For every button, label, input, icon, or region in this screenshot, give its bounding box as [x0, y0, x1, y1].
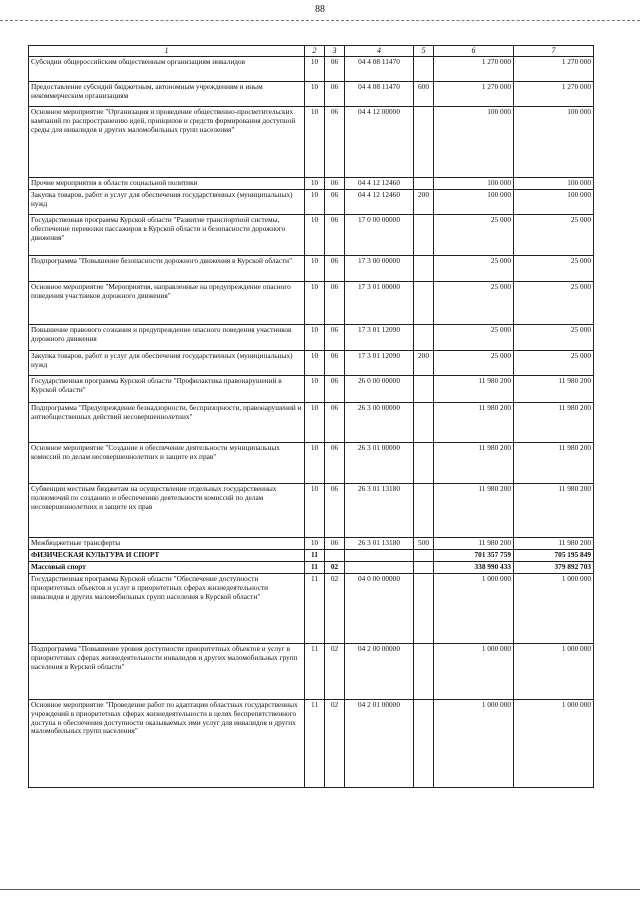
row-amount-year1: 11 980 200	[434, 484, 514, 538]
row-expense-type: 500	[414, 538, 434, 550]
row-subsection: 06	[325, 538, 345, 550]
row-name: Предоставление субсидий бюджетным, автономным учреждениям и иным некоммерческим организациям	[29, 82, 305, 107]
row-subsection: 06	[325, 178, 345, 190]
row-subsection	[325, 550, 345, 562]
row-expense-type	[414, 325, 434, 351]
table-row	[29, 562, 594, 574]
row-name: Прочие мероприятия в области социальной политики	[29, 178, 305, 190]
row-amount-year1: 1 270 000	[434, 57, 514, 82]
table-row	[29, 57, 594, 82]
row-name: Основное мероприятие "Организация и проведение общественно-просветительских кампаний по распространению идей, принципов и средств формирования доступной среды для инвалидов и других маломобильных групп населения"	[29, 107, 305, 178]
table-row	[29, 215, 594, 256]
column-header-3: 3	[325, 46, 345, 57]
row-section: 11	[305, 550, 325, 562]
row-expense-type	[414, 57, 434, 82]
row-amount-year2: 1 000 000	[514, 574, 594, 644]
row-amount-year1: 25 000	[434, 256, 514, 282]
table-row	[29, 256, 594, 282]
row-subsection: 02	[325, 644, 345, 700]
row-subsection: 02	[325, 574, 345, 644]
row-name: Основное мероприятие "Мероприятия, направленные на предупреждение опасного поведения участников дорожного движения"	[29, 282, 305, 325]
row-amount-year2: 25 000	[514, 325, 594, 351]
row-amount-year2: 11 980 200	[514, 403, 594, 443]
row-target-article: 17 3 00 00000	[345, 256, 414, 282]
row-amount-year1: 100 000	[434, 190, 514, 215]
row-subsection: 06	[325, 256, 345, 282]
row-expense-type	[414, 574, 434, 644]
row-amount-year2: 25 000	[514, 282, 594, 325]
row-name: Основное мероприятие "Создание и обеспечение деятельности муниципальных комиссий по делам несовершеннолетних и защите их прав"	[29, 443, 305, 484]
row-subsection: 02	[325, 700, 345, 788]
row-target-article: 04 2 00 00000	[345, 644, 414, 700]
row-section: 10	[305, 403, 325, 443]
row-expense-type	[414, 107, 434, 178]
row-name: Государственная программа Курской области "Обеспечение доступности приоритетных объектов и услуг в приоритетных сферах жизнедеятельности инвалидов и других маломобильных групп населения в Курской области"	[29, 574, 305, 644]
table-row	[29, 178, 594, 190]
row-subsection: 06	[325, 403, 345, 443]
scan-edge-bottom	[0, 889, 640, 890]
row-amount-year1: 1 270 000	[434, 82, 514, 107]
row-subsection: 06	[325, 107, 345, 178]
row-target-article: 04 4 12 12460	[345, 190, 414, 215]
column-header-4: 4	[345, 46, 414, 57]
scan-edge-top	[0, 20, 640, 21]
row-name: Подпрограмма "Повышение безопасности дорожного движения в Курской области"	[29, 256, 305, 282]
row-target-article: 17 3 01 12090	[345, 325, 414, 351]
page-number: 88	[315, 4, 325, 15]
row-name: Повышение правового сознания и предупреждение опасного поведения участников дорожного движения	[29, 325, 305, 351]
row-section: 10	[305, 107, 325, 178]
row-amount-year1: 11 980 200	[434, 538, 514, 550]
row-section: 10	[305, 82, 325, 107]
row-target-article: 26 0 00 00000	[345, 376, 414, 403]
column-header-2: 2	[305, 46, 325, 57]
table-row	[29, 443, 594, 484]
row-section: 11	[305, 700, 325, 788]
table-body	[29, 57, 594, 788]
row-section: 11	[305, 644, 325, 700]
header-row	[29, 46, 594, 57]
row-name: Субсидии общероссийским общественным организациям инвалидов	[29, 57, 305, 82]
row-name: Подпрограмма "Повышение уровня доступности приоритетных объектов и услуг в приоритетных сферах жизнедеятельности инвалидов и других маломобильных групп населения в Курской области"	[29, 644, 305, 700]
row-section: 10	[305, 215, 325, 256]
row-name: Государственная программа Курской области "Развитие транспортной системы, обеспечение перевозки пассажиров в Курской области и безопасности дорожного движения"	[29, 215, 305, 256]
row-name: Государственная программа Курской области "Профилактика правонарушений в Курской области"	[29, 376, 305, 403]
row-amount-year2: 100 000	[514, 190, 594, 215]
row-target-article: 26 3 00 00000	[345, 403, 414, 443]
row-amount-year2: 100 000	[514, 178, 594, 190]
row-expense-type	[414, 484, 434, 538]
row-name: Закупка товаров, работ и услуг для обеспечения государственных (муниципальных) нужд	[29, 190, 305, 215]
budget-table	[28, 45, 594, 788]
row-subsection: 06	[325, 57, 345, 82]
row-amount-year2: 25 000	[514, 351, 594, 376]
row-amount-year1: 11 980 200	[434, 443, 514, 484]
row-section: 10	[305, 325, 325, 351]
row-target-article: 04 4 12 12460	[345, 178, 414, 190]
table-row	[29, 107, 594, 178]
row-section: 10	[305, 282, 325, 325]
row-section: 10	[305, 57, 325, 82]
row-name: ФИЗИЧЕСКАЯ КУЛЬТУРА И СПОРТ	[29, 550, 305, 562]
row-section: 10	[305, 443, 325, 484]
row-expense-type	[414, 550, 434, 562]
row-amount-year1: 25 000	[434, 351, 514, 376]
row-target-article: 17 0 00 00000	[345, 215, 414, 256]
row-expense-type	[414, 376, 434, 403]
row-target-article: 04 2 01 00000	[345, 700, 414, 788]
row-amount-year2: 705 195 849	[514, 550, 594, 562]
row-amount-year1: 11 980 200	[434, 403, 514, 443]
table-row	[29, 190, 594, 215]
row-target-article: 17 3 01 12090	[345, 351, 414, 376]
row-subsection: 06	[325, 190, 345, 215]
row-expense-type	[414, 282, 434, 325]
row-subsection: 06	[325, 325, 345, 351]
row-target-article: 04 0 00 00000	[345, 574, 414, 644]
row-amount-year1: 25 000	[434, 325, 514, 351]
row-subsection: 06	[325, 82, 345, 107]
table-row	[29, 403, 594, 443]
row-amount-year2: 100 000	[514, 107, 594, 178]
row-amount-year1: 100 000	[434, 107, 514, 178]
row-expense-type: 200	[414, 351, 434, 376]
row-subsection: 06	[325, 376, 345, 403]
row-amount-year1: 338 990 433	[434, 562, 514, 574]
row-section: 10	[305, 256, 325, 282]
row-section: 10	[305, 178, 325, 190]
row-expense-type	[414, 443, 434, 484]
row-target-article: 26 3 01 13180	[345, 484, 414, 538]
row-target-article: 04 4 12 00000	[345, 107, 414, 178]
row-expense-type	[414, 256, 434, 282]
row-section: 10	[305, 484, 325, 538]
row-subsection: 06	[325, 351, 345, 376]
table-row	[29, 644, 594, 700]
table-row	[29, 700, 594, 788]
column-header-6: 6	[434, 46, 514, 57]
row-amount-year2: 1 270 000	[514, 57, 594, 82]
row-amount-year1: 11 980 200	[434, 376, 514, 403]
table-row	[29, 538, 594, 550]
table-row	[29, 376, 594, 403]
row-subsection: 06	[325, 282, 345, 325]
row-expense-type	[414, 700, 434, 788]
row-amount-year1: 1 000 000	[434, 644, 514, 700]
row-section: 10	[305, 538, 325, 550]
row-section: 10	[305, 351, 325, 376]
table-row	[29, 325, 594, 351]
row-amount-year1: 1 000 000	[434, 700, 514, 788]
row-name: Закупка товаров, работ и услуг для обеспечения государственных (муниципальных) нужд	[29, 351, 305, 376]
row-amount-year2: 25 000	[514, 215, 594, 256]
row-amount-year2: 11 980 200	[514, 484, 594, 538]
table-row	[29, 82, 594, 107]
table-row	[29, 484, 594, 538]
row-section: 10	[305, 190, 325, 215]
row-section: 10	[305, 376, 325, 403]
row-amount-year1: 25 000	[434, 282, 514, 325]
row-amount-year2: 25 000	[514, 256, 594, 282]
row-expense-type	[414, 403, 434, 443]
row-amount-year2: 11 980 200	[514, 443, 594, 484]
column-header-7: 7	[514, 46, 594, 57]
row-amount-year1: 100 000	[434, 178, 514, 190]
table-row	[29, 282, 594, 325]
row-amount-year2: 1 000 000	[514, 700, 594, 788]
row-target-article: 04 4 08 11470	[345, 57, 414, 82]
row-expense-type	[414, 562, 434, 574]
row-target-article	[345, 550, 414, 562]
row-expense-type	[414, 215, 434, 256]
row-amount-year1: 1 000 000	[434, 574, 514, 644]
row-name: Субвенции местным бюджетам на осуществление отдельных государственных полномочий по созданию и обеспечению деятельности комиссий по делам несовершеннолетних и защите их прав	[29, 484, 305, 538]
row-section: 11	[305, 562, 325, 574]
table-row	[29, 351, 594, 376]
row-section: 11	[305, 574, 325, 644]
row-subsection: 06	[325, 215, 345, 256]
row-amount-year2: 11 980 200	[514, 376, 594, 403]
row-amount-year2: 379 892 703	[514, 562, 594, 574]
row-amount-year2: 1 000 000	[514, 644, 594, 700]
row-target-article: 04 4 08 11470	[345, 82, 414, 107]
row-subsection: 02	[325, 562, 345, 574]
row-amount-year2: 11 980 200	[514, 538, 594, 550]
row-name: Подпрограмма "Предупреждение безнадзорности, беспризорности, правонарушений и антиобщественных действий несовершеннолетних"	[29, 403, 305, 443]
row-name: Межбюджетные трансферты	[29, 538, 305, 550]
row-subsection: 06	[325, 484, 345, 538]
row-target-article: 26 3 01 00000	[345, 443, 414, 484]
row-expense-type: 200	[414, 190, 434, 215]
row-expense-type	[414, 644, 434, 700]
row-expense-type	[414, 178, 434, 190]
table-row	[29, 574, 594, 644]
row-amount-year2: 1 270 000	[514, 82, 594, 107]
column-header-5: 5	[414, 46, 434, 57]
row-target-article: 26 3 01 13180	[345, 538, 414, 550]
row-amount-year1: 25 000	[434, 215, 514, 256]
row-name: Основное мероприятие "Проведение работ по адаптации областных государственных учреждений в приоритетных сферах жизнедеятельности в целях беспрепятственного доступа и обеспечения доступности оказываемых ими услуг для инвалидов и других маломобильных групп населения"	[29, 700, 305, 788]
row-target-article	[345, 562, 414, 574]
row-subsection: 06	[325, 443, 345, 484]
row-amount-year1: 701 357 759	[434, 550, 514, 562]
row-target-article: 17 3 01 00000	[345, 282, 414, 325]
row-name: Массовый спорт	[29, 562, 305, 574]
column-header-1: 1	[29, 46, 305, 57]
table-row	[29, 550, 594, 562]
row-expense-type: 600	[414, 82, 434, 107]
